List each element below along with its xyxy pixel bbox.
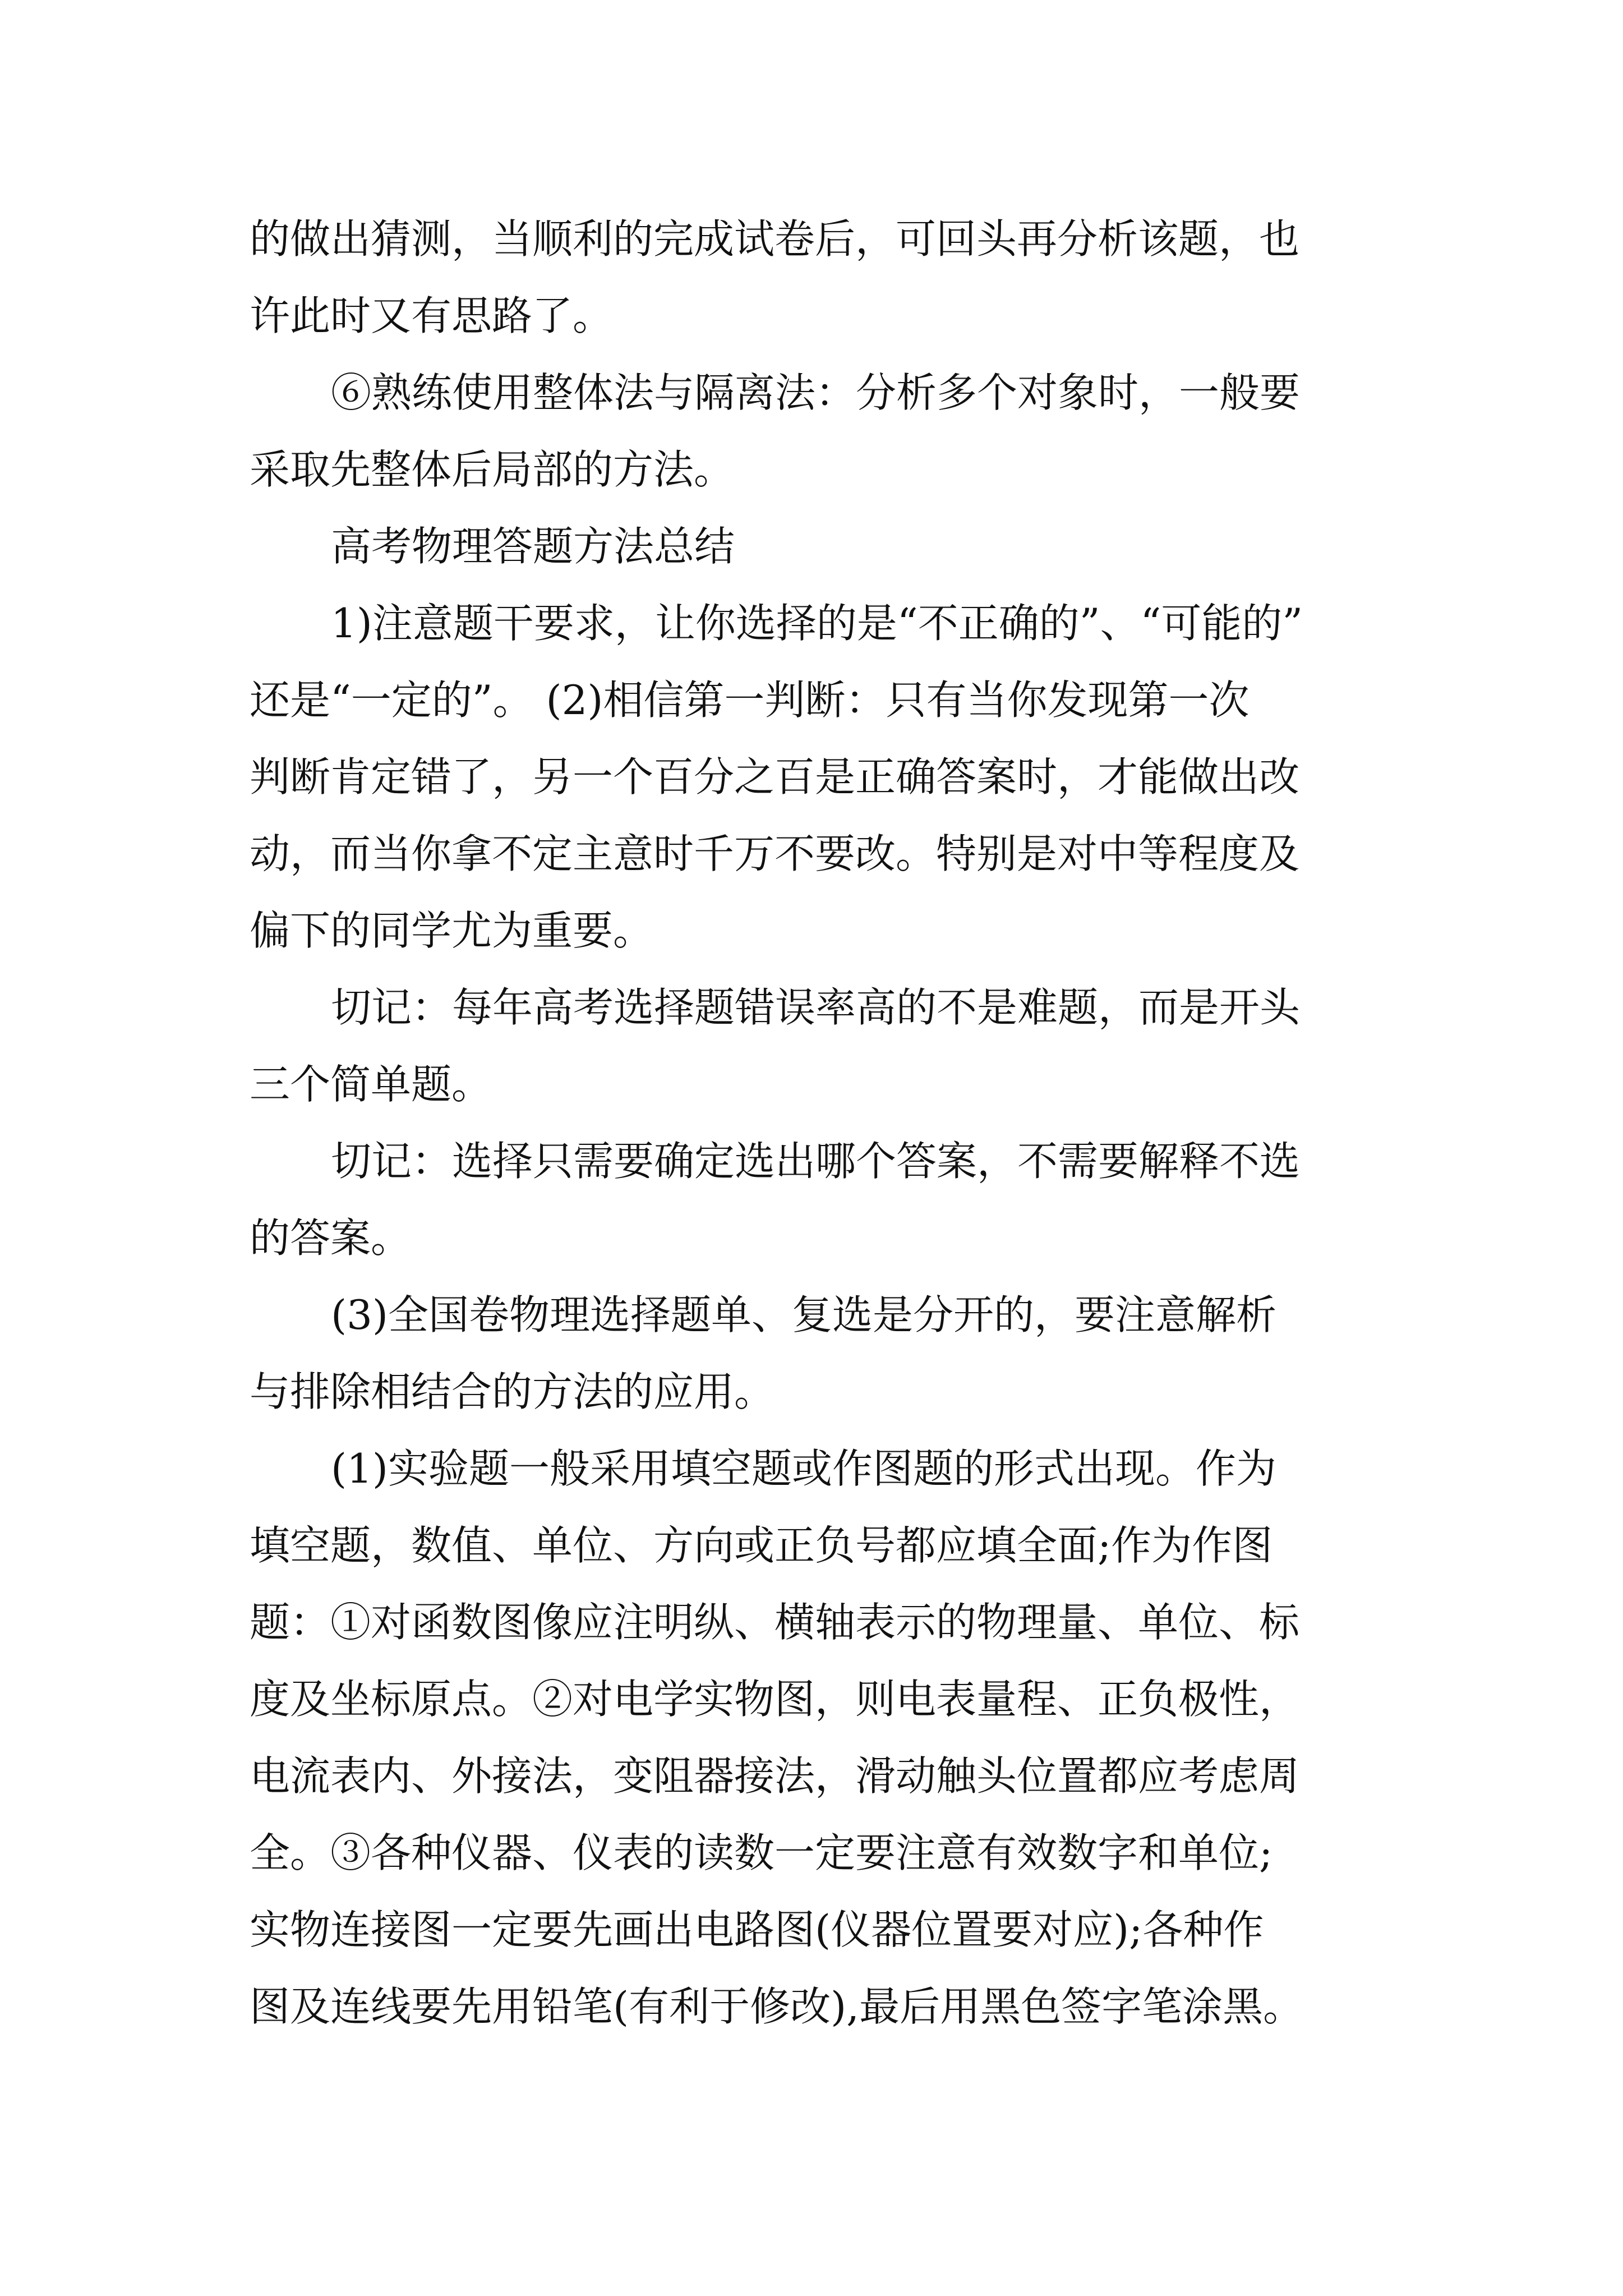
text-line: 还是“一定的”。 (2)相信第一判断：只有当你发现第一次 — [250, 677, 1249, 724]
text-line: 图及连线要先用铅笔(有利于修改),最后用黑色签字笔涂黑。 — [250, 1983, 1304, 2030]
text-line: 采取先整体后局部的方法。 — [250, 446, 735, 493]
text-line: 填空题，数值、单位、方向或正负号都应填全面;作为作图 — [250, 1522, 1273, 1569]
text-line: 切记：每年高考选择题错误率高的不是难题，而是开头 — [331, 984, 1301, 1031]
text-line: 动，而当你拿不定主意时千万不要改。特别是对中等程度及 — [250, 830, 1300, 877]
text-line: 切记：选择只需要确定选出哪个答案，不需要解释不选 — [331, 1138, 1301, 1185]
text-line: 与排除相结合的方法的应用。 — [250, 1368, 775, 1415]
text-line: 全。③各种仪器、仪表的读数一定要注意有效数字和单位; — [250, 1829, 1273, 1876]
text-line: 度及坐标原点。②对电学实物图，则电表量程、正负极性， — [250, 1676, 1300, 1723]
text-line: (3)全国卷物理选择题单、复选是分开的，要注意解析 — [331, 1291, 1276, 1338]
text-line: 实物连接图一定要先画出电路图(仪器位置要对应);各种作 — [250, 1906, 1264, 1953]
text-line: (1)实验题一般采用填空题或作图题的形式出现。作为 — [331, 1445, 1276, 1492]
text-line: 三个简单题。 — [250, 1061, 492, 1108]
text-line: 的做出猜测，当顺利的完成试卷后，可回头再分析该题，也 — [250, 215, 1300, 263]
text-line: 的答案。 — [250, 1214, 412, 1262]
text-line: 电流表内、外接法，变阻器接法，滑动触头位置都应考虑周 — [250, 1752, 1300, 1800]
text-line: 许此时又有思路了。 — [250, 292, 614, 339]
text-line: 偏下的同学尤为重要。 — [250, 907, 654, 954]
text-line: 判断肯定错了，另一个百分之百是正确答案时，才能做出改 — [250, 753, 1300, 800]
text-line: 题：①对函数图像应注明纵、横轴表示的物理量、单位、标 — [250, 1599, 1300, 1646]
text-line: ⑥熟练使用整体法与隔离法：分析多个对象时，一般要 — [331, 369, 1301, 416]
text-line: 1)注意题干要求，让你选择的是“不正确的”、“可能的” — [331, 600, 1303, 647]
section-heading: 高考物理答题方法总结 — [331, 523, 735, 570]
